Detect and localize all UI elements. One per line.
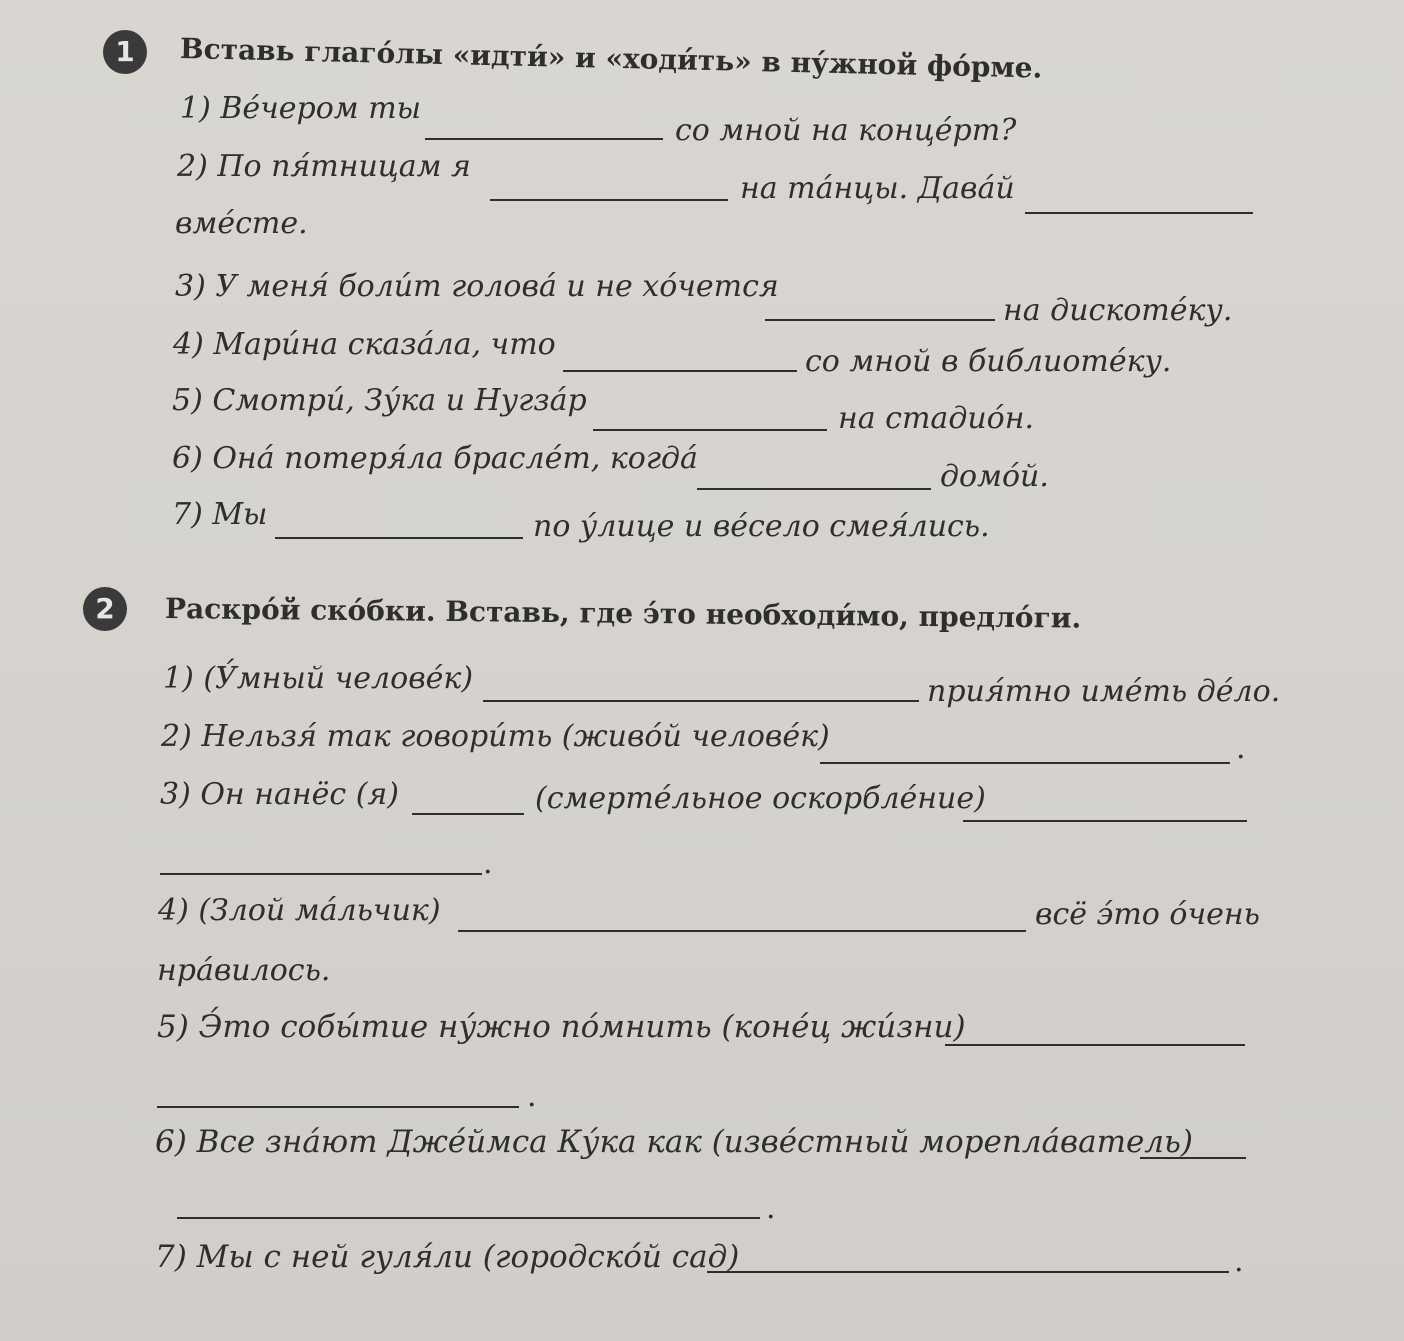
ex1-item-5-blank[interactable] <box>593 429 827 431</box>
ex1-item-3-rest <box>1003 294 1232 328</box>
ex2-item-7-text: 7) Мы с ней гуля́ли (городско́й сад) <box>155 1239 740 1275</box>
exercise-1-number-badge: 1 <box>103 30 147 74</box>
ex1-item-4 <box>173 328 556 362</box>
ex1-item-5-rest <box>838 402 1034 436</box>
ex1-item-7-rest <box>533 510 990 544</box>
ex2-item-4 <box>158 894 441 928</box>
ex1-item-6 <box>172 442 698 476</box>
ex2-item-5-end-text: . <box>527 1079 537 1114</box>
ex2-item-5-end <box>527 1080 537 1114</box>
ex2-item-5-blank-1[interactable] <box>945 1044 1245 1046</box>
ex2-item-5-blank-2[interactable] <box>157 1106 519 1108</box>
ex2-item-4-rest-text: всё э́то о́чень <box>1035 897 1260 932</box>
ex2-item-5-text: 5) Э́то собы́тие ну́жно по́мнить (коне́ц жи́зни) <box>157 1009 966 1045</box>
ex2-item-1-text: 1) (У́мный челове́к) <box>163 661 474 696</box>
ex1-item-7-blank[interactable] <box>275 537 523 539</box>
ex1-item-4-rest-text: со мной в библиоте́ку. <box>805 344 1172 379</box>
exercise-2-number-badge: 2 <box>83 587 127 631</box>
ex2-item-2-blank[interactable] <box>820 762 1230 764</box>
ex2-item-3-blank-1[interactable] <box>412 813 524 815</box>
ex2-item-3-text: 3) Он нанёс (я) <box>160 777 399 812</box>
ex2-item-2 <box>161 720 830 754</box>
ex2-item-4-text: 4) (Злой ма́льчик) <box>158 893 441 928</box>
ex1-item-2-wrap <box>175 207 308 241</box>
ex1-item-6-blank[interactable] <box>697 488 931 490</box>
ex1-item-7-rest-text: по у́лице и ве́село смея́лись. <box>533 509 990 544</box>
exercise-2-instruction: Раскро́й ско́бки. Вставь, где э́то необходи́мо, предло́ги. <box>164 592 1082 635</box>
ex1-item-2 <box>177 150 471 184</box>
ex1-item-3-rest-text: на дискоте́ку. <box>1003 293 1233 328</box>
ex2-item-7-end <box>1234 1245 1244 1279</box>
ex2-item-1 <box>163 662 473 696</box>
ex1-item-3-text: 3) У меня́ боли́т голова́ и не хо́чется <box>175 269 779 304</box>
ex1-item-2-blank-2[interactable] <box>1025 212 1253 214</box>
ex1-item-4-rest <box>805 345 1171 379</box>
ex1-item-1-text: 1) Ве́чером ты <box>180 91 422 126</box>
ex1-item-3-blank[interactable] <box>765 319 995 321</box>
ex2-item-2-text: 2) Нельзя́ так говори́ть (живо́й челове́к) <box>161 719 830 754</box>
ex1-item-5 <box>172 384 587 418</box>
exercise-1-instruction: Вставь глаго́лы «идти́» и «ходи́ть» в ну́жной фо́рме. <box>179 32 1043 85</box>
ex1-item-1 <box>180 92 421 126</box>
ex1-item-6-rest <box>940 460 1049 494</box>
ex2-item-5 <box>157 1010 966 1044</box>
ex2-item-4-blank[interactable] <box>458 930 1026 932</box>
ex1-item-2-wrap-text: вме́сте. <box>175 206 308 241</box>
ex1-item-6-text: 6) Она́ потеря́ла брасле́т, когда́ <box>172 441 698 476</box>
ex1-item-1-blank[interactable] <box>425 138 663 140</box>
ex2-item-3-blank-3[interactable] <box>160 873 482 875</box>
ex2-item-3 <box>160 778 399 812</box>
ex2-item-4-wrap <box>157 954 330 988</box>
ex2-item-6-blank-1[interactable] <box>1140 1157 1246 1159</box>
ex2-item-4-wrap-text: нра́вилось. <box>157 953 331 988</box>
ex2-item-1-blank[interactable] <box>483 700 919 702</box>
ex2-item-6-end-text: . <box>766 1191 776 1226</box>
ex2-item-3-end-text: . <box>483 846 493 881</box>
ex2-item-2-end <box>1236 732 1246 766</box>
ex2-item-6-text: 6) Все зна́ют Дже́ймса Ку́ка как (изве́стный морепла́ватель) <box>155 1124 1194 1160</box>
ex2-item-3-middle-text: (смерте́льное оскорбле́ние) <box>535 781 986 816</box>
ex2-item-1-rest <box>927 675 1280 709</box>
ex1-item-2-text: 2) По пя́тницам я <box>177 149 471 184</box>
ex1-item-2-rest <box>740 172 1015 206</box>
ex2-item-7 <box>155 1240 739 1274</box>
ex2-item-6-blank-2[interactable] <box>177 1217 760 1219</box>
ex2-item-7-blank[interactable] <box>707 1271 1229 1273</box>
ex1-item-6-rest-text: домо́й. <box>940 459 1049 494</box>
ex1-item-5-rest-text: на стадио́н. <box>838 401 1035 436</box>
ex1-item-2-rest-text: на та́нцы. Дава́й <box>740 171 1015 206</box>
ex1-item-1-rest-text: со мной на конце́рт? <box>675 113 1017 148</box>
ex2-item-7-end-text: . <box>1234 1244 1244 1279</box>
ex1-item-7 <box>172 498 267 532</box>
ex2-item-4-rest <box>1035 898 1260 932</box>
ex1-item-4-text: 4) Мари́на сказа́ла, что <box>173 327 556 362</box>
ex1-item-5-text: 5) Смотри́, Зу́ка и Нугза́р <box>172 383 587 418</box>
ex1-item-4-blank[interactable] <box>563 370 797 372</box>
ex2-item-6 <box>155 1125 1193 1159</box>
ex1-item-3 <box>175 270 779 304</box>
ex1-item-7-text: 7) Мы <box>172 497 268 532</box>
ex2-item-3-blank-2[interactable] <box>963 820 1247 822</box>
ex1-item-1-rest <box>675 114 1016 148</box>
ex2-item-2-end-text: . <box>1236 731 1246 766</box>
ex2-item-6-end <box>766 1192 776 1226</box>
ex1-item-2-blank-1[interactable] <box>490 199 728 201</box>
ex2-item-3-end <box>483 847 493 881</box>
ex2-item-1-rest-text: прия́тно име́ть де́ло. <box>927 674 1281 709</box>
ex2-item-3-middle <box>535 782 986 816</box>
